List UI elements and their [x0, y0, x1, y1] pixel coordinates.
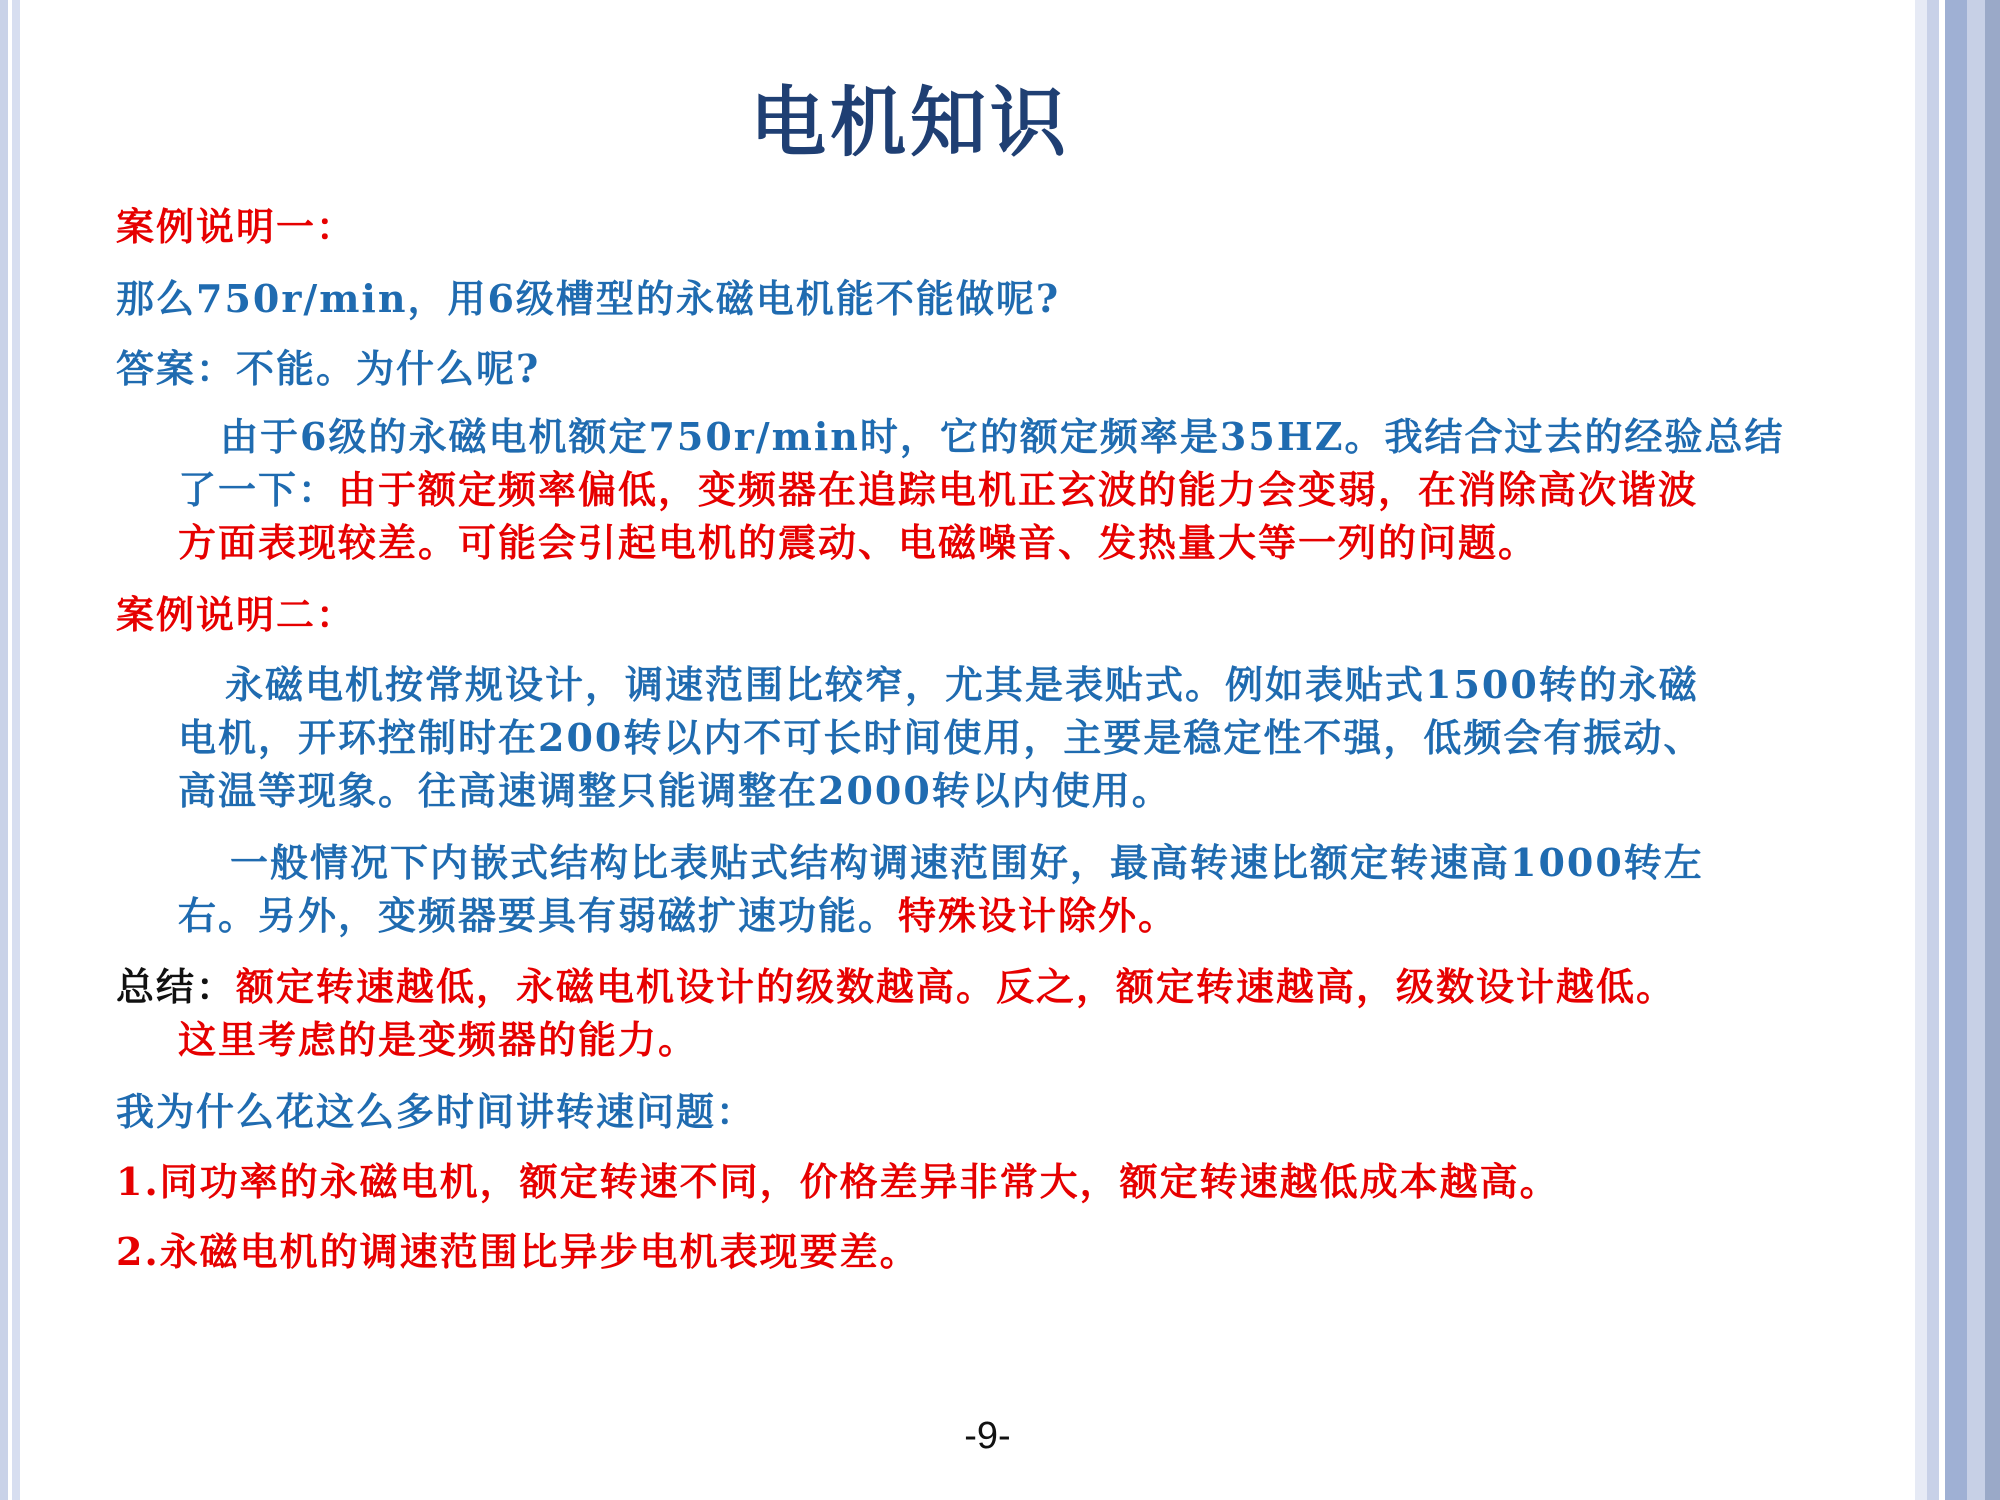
page-number: -9- — [964, 1415, 1011, 1457]
slide-right-border — [1915, 0, 2000, 1500]
summary-line2: 这里考虑的是变频器的能力。 — [178, 1017, 699, 1062]
case2-para1-line2: 电机，开环控制时在200转以内不可长时间使用，主要是稳定性不强，低频会有振动、 — [178, 715, 1704, 760]
slide-left-border — [0, 0, 20, 1500]
case1-explanation-line2-intro: 了一下： — [178, 467, 339, 512]
case2-para1-line1: 永磁电机按常规设计，调速范围比较窄，尤其是表贴式。例如表贴式1500转的永磁 — [225, 662, 1699, 707]
why-question: 我为什么花这么多时间讲转速问题： — [116, 1089, 757, 1134]
case2-para2-line2 — [178, 889, 1178, 942]
case1-explanation-line2 — [178, 463, 1698, 516]
case1-explanation-line3: 方面表现较差。可能会引起电机的震动、电磁噪音、发热量大等一列的问题。 — [178, 520, 1539, 565]
case1-explanation-line1: 由于6级的永磁电机额定750r/min时，它的额定频率是35HZ。我结合过去的经验总结 — [220, 414, 1785, 459]
why-point-2: 2.永磁电机的调速范围比异步电机表现要差。 — [116, 1229, 920, 1274]
case1-heading: 案例说明一： — [116, 204, 357, 249]
case2-para2-line2-highlight: 特殊设计除外。 — [898, 893, 1179, 938]
why-point-1: 1.同功率的永磁电机，额定转速不同，价格差异非常大，额定转速越低成本越高。 — [116, 1159, 1560, 1204]
case1-explanation-line2-highlight: 由于额定频率偏低，变频器在追踪电机正玄波的能力会变弱，在消除高次谐波 — [338, 467, 1699, 512]
case1-answer: 答案：不能。为什么呢? — [116, 346, 541, 391]
summary-line1 — [116, 960, 1676, 1013]
case2-para1-line3: 高温等现象。往高速调整只能调整在2000转以内使用。 — [178, 768, 1172, 813]
slide — [20, 0, 1915, 1500]
case2-para2-line1: 一般情况下内嵌式结构比表贴式结构调速范围好，最高转速比额定转速高1000转左 — [230, 840, 1704, 885]
case1-question: 那么750r/min，用6级槽型的永磁电机能不能做呢? — [116, 276, 1061, 321]
summary-label: 总结： — [116, 964, 237, 1009]
case2-heading: 案例说明二： — [116, 592, 357, 637]
case2-para2-line2-main: 右。另外，变频器要具有弱磁扩速功能。 — [178, 893, 899, 938]
slide-title: 电机知识 — [750, 78, 1070, 167]
summary-text: 额定转速越低，永磁电机设计的级数越高。反之，额定转速越高，级数设计越低。 — [236, 964, 1677, 1009]
